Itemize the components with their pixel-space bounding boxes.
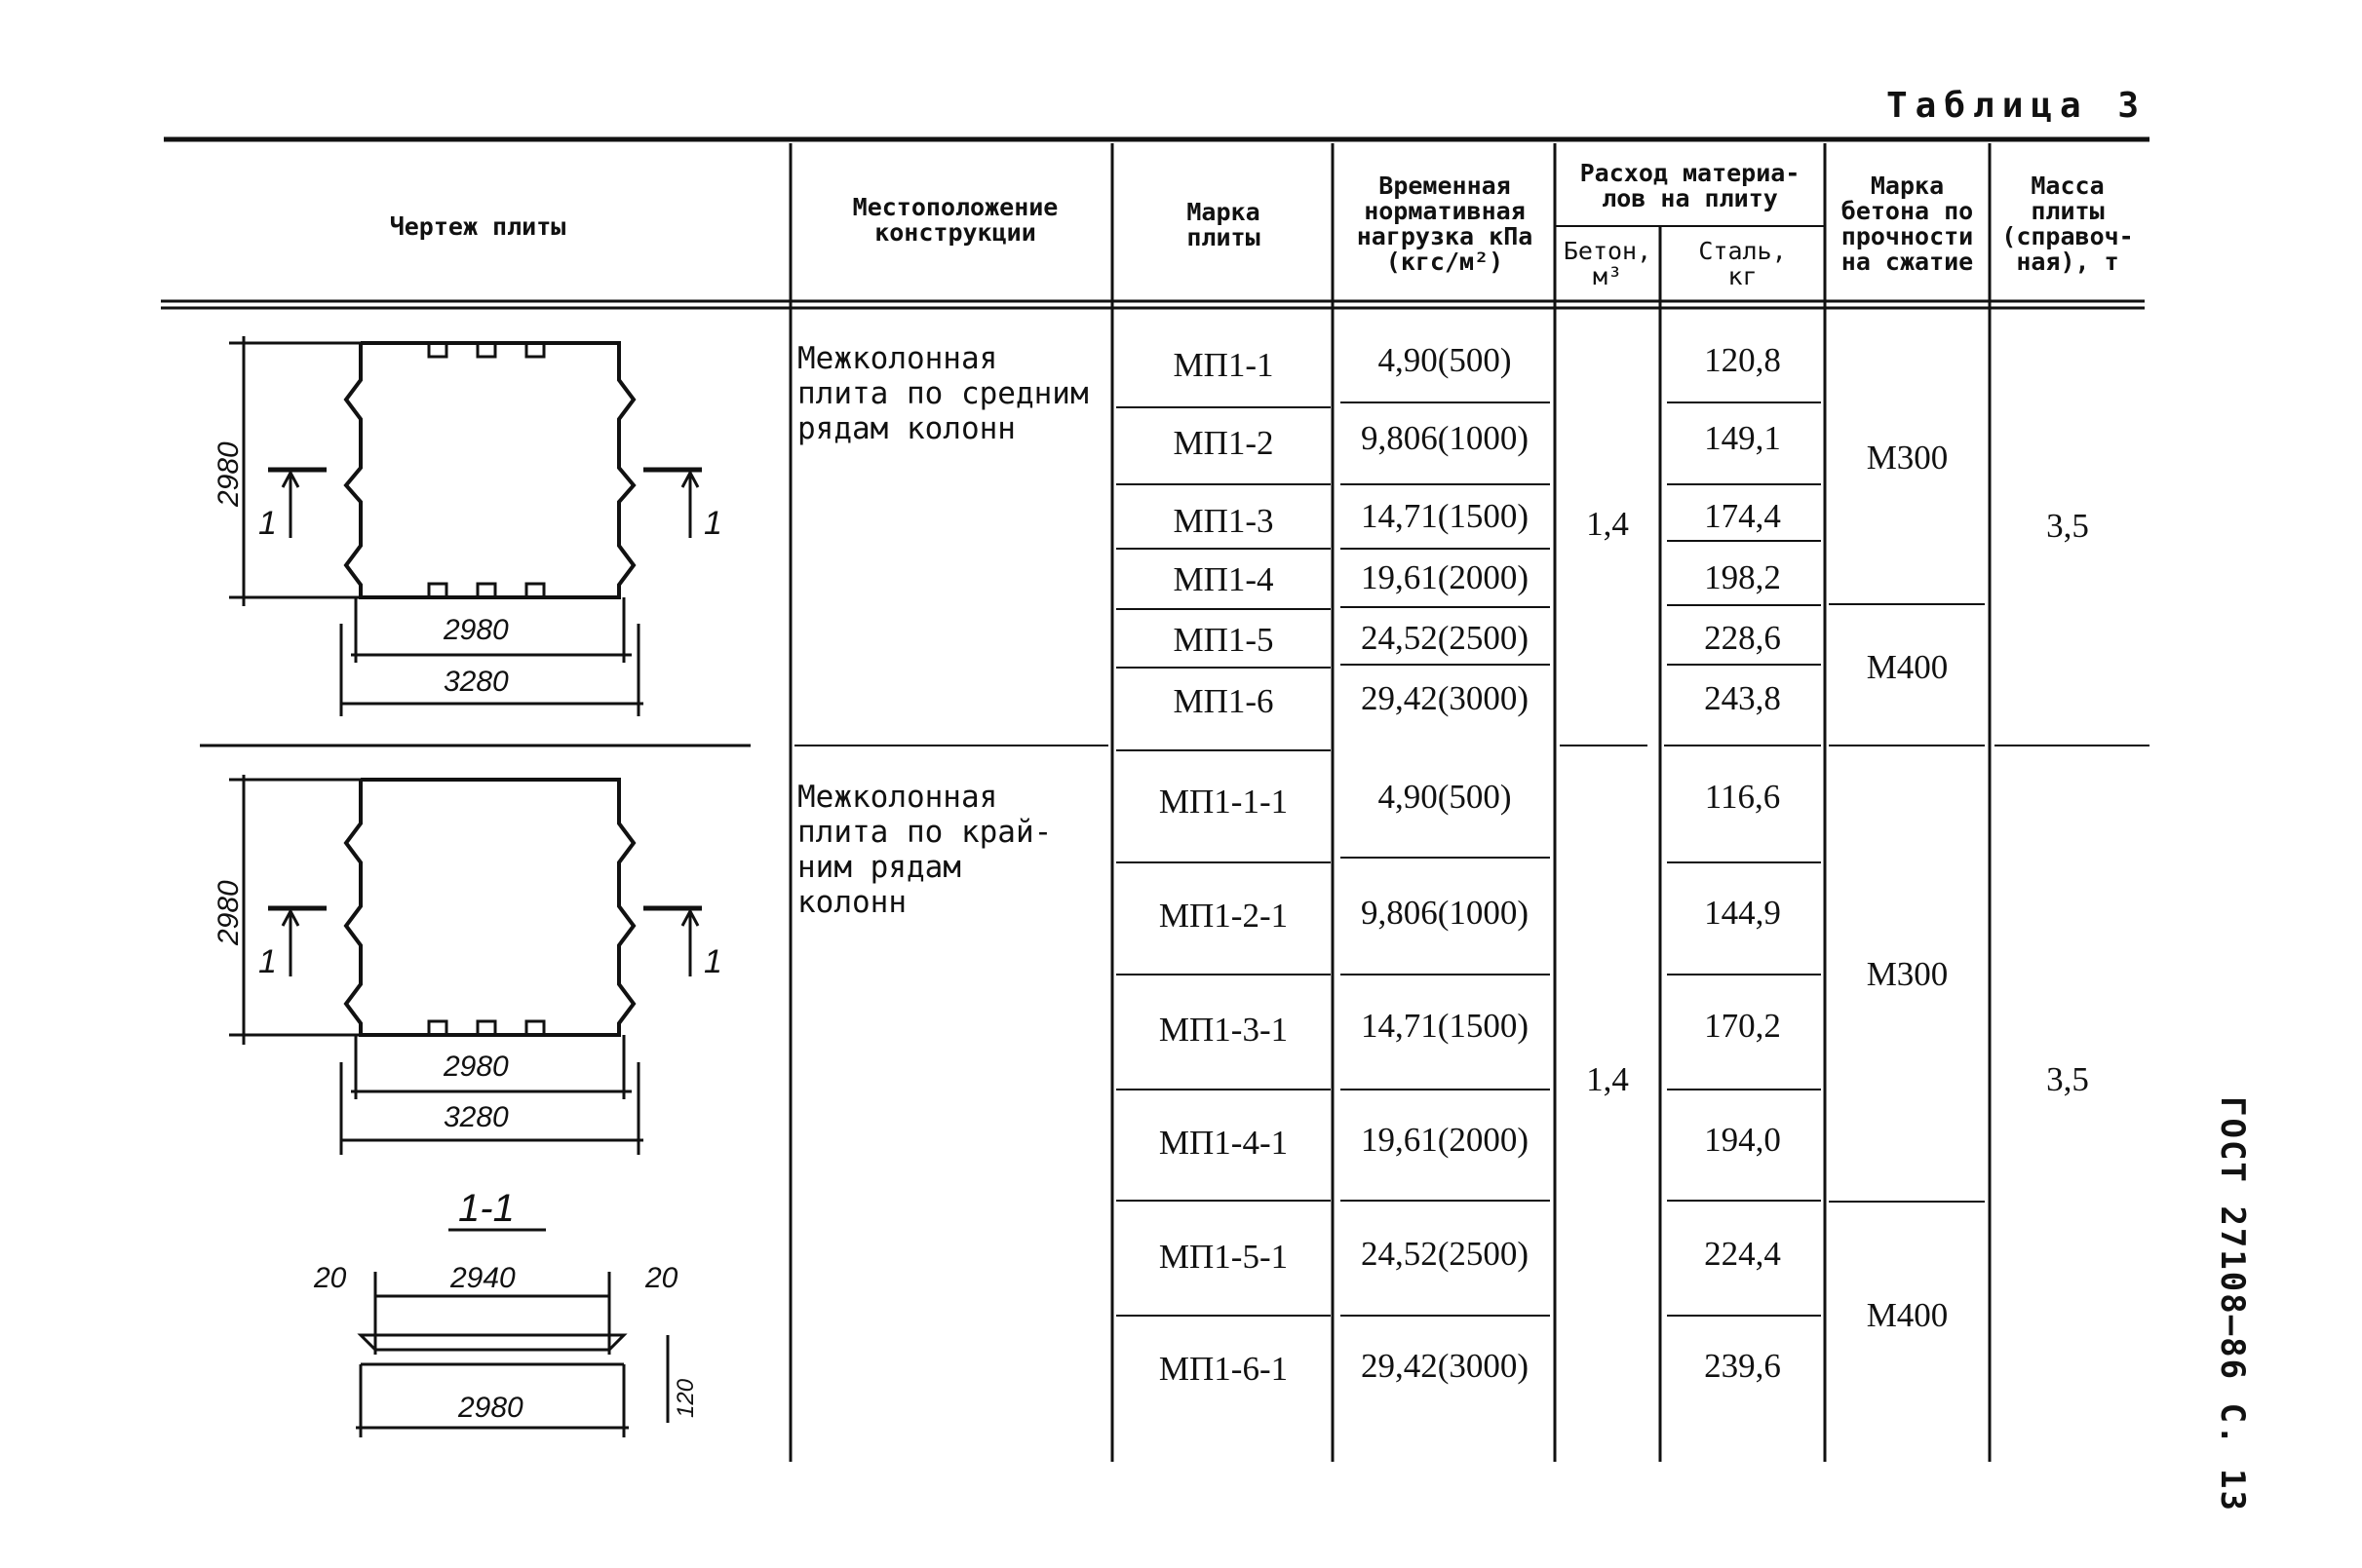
dim-outer-label-2: 3280	[444, 1101, 509, 1133]
header-mark: Марка плиты	[1186, 198, 1260, 251]
header-steel: Сталь, кг	[1698, 237, 1787, 290]
dim-height-label-1: 2980	[213, 441, 245, 507]
g2-mark-4: МП1-4-1	[1158, 1124, 1289, 1162]
g1-mark-5: МП1-5	[1173, 621, 1274, 659]
g1-mark-3: МП1-3	[1173, 502, 1274, 540]
g1-load-4: 19,61(2000)	[1360, 558, 1529, 596]
section-top-dim: 2940	[450, 1262, 516, 1294]
table-title: Таблица 3	[1886, 86, 2148, 126]
g1-steel-1: 120,8	[1704, 341, 1781, 379]
g1-load-6: 29,42(3000)	[1360, 679, 1529, 717]
g2-steel-2: 144,9	[1704, 894, 1781, 932]
g1-steel-3: 174,4	[1704, 497, 1781, 535]
header-drawing: Чертеж плиты	[389, 212, 566, 241]
section-mark-left-1: 1	[258, 505, 277, 542]
g2-load-2: 9,806(1000)	[1360, 894, 1529, 932]
g1-mass: 3,5	[2046, 507, 2089, 545]
g2-mark-1: МП1-1-1	[1158, 783, 1289, 821]
g2-load-1: 4,90(500)	[1377, 778, 1512, 816]
g2-mark-6: МП1-6-1	[1158, 1350, 1289, 1388]
g1-mark-6: МП1-6	[1173, 682, 1274, 720]
g2-load-4: 19,61(2000)	[1360, 1121, 1529, 1159]
section-bottom-dim: 2980	[458, 1392, 523, 1424]
g2-grade-2: М400	[1866, 1296, 1949, 1334]
g2-load-5: 24,52(2500)	[1360, 1235, 1529, 1273]
section-title: 1-1	[458, 1187, 515, 1230]
g2-load-6: 29,42(3000)	[1360, 1347, 1529, 1385]
g2-concrete: 1,4	[1586, 1060, 1629, 1098]
g1-load-5: 24,52(2500)	[1360, 619, 1529, 657]
dim-height-label-2: 2980	[213, 880, 245, 945]
header-location: Местоположение конструкции	[852, 193, 1059, 247]
g2-mark-3: МП1-3-1	[1158, 1011, 1289, 1049]
g2-grade-1: М300	[1866, 955, 1949, 993]
g1-load-1: 4,90(500)	[1377, 341, 1512, 379]
g2-steel-5: 224,4	[1704, 1235, 1781, 1273]
header-consumption: Расход материа- лов на плиту	[1579, 159, 1801, 212]
group2-location: Межколонная плита по край- ним рядам колонн	[797, 780, 1053, 920]
g1-mark-2: МП1-2	[1173, 424, 1274, 462]
g1-concrete: 1,4	[1586, 505, 1629, 543]
section-left-dim: 20	[314, 1262, 347, 1294]
g2-steel-1: 116,6	[1704, 778, 1781, 816]
section-mark-left-2: 1	[258, 943, 277, 980]
header-load: Временная нормативная нагрузка кПа (кгс/м²)	[1356, 172, 1533, 276]
group1-location: Межколонная плита по средним рядам колонн	[797, 341, 1089, 446]
g1-steel-4: 198,2	[1704, 558, 1781, 596]
g2-steel-4: 194,0	[1704, 1121, 1781, 1159]
g2-mass: 3,5	[2046, 1060, 2089, 1098]
section-height-dim: 120	[673, 1378, 699, 1418]
dim-outer-label-1: 3280	[444, 666, 509, 698]
g1-grade-2: М400	[1866, 648, 1949, 686]
section-mark-right-1: 1	[704, 505, 722, 542]
g2-steel-6: 239,6	[1704, 1347, 1781, 1385]
dim-inner-label-1: 2980	[444, 614, 509, 646]
header-concrete-grade: Марка бетона по прочности на сжатие	[1840, 172, 1974, 276]
g1-load-3: 14,71(1500)	[1360, 497, 1529, 535]
header-mass: Масса плиты (справоч- ная), т	[2001, 172, 2134, 276]
slab-plan-1	[229, 336, 702, 716]
dim-inner-label-2: 2980	[444, 1051, 509, 1083]
g2-load-3: 14,71(1500)	[1360, 1007, 1529, 1045]
g2-mark-2: МП1-2-1	[1158, 897, 1289, 935]
g1-steel-2: 149,1	[1704, 419, 1781, 457]
g1-grade-1: М300	[1866, 439, 1949, 477]
g1-mark-1: МП1-1	[1173, 346, 1274, 384]
g2-steel-3: 170,2	[1704, 1007, 1781, 1045]
g1-load-2: 9,806(1000)	[1360, 419, 1529, 457]
g2-mark-5: МП1-5-1	[1158, 1238, 1289, 1276]
g1-steel-5: 228,6	[1704, 619, 1781, 657]
header-concrete: Бетон, м³	[1563, 237, 1652, 290]
section-right-dim: 20	[645, 1262, 678, 1294]
g1-steel-6: 243,8	[1704, 679, 1781, 717]
side-page-label: ГОСТ 27108—86 С. 13	[2213, 1096, 2252, 1512]
slab-plan-2	[229, 775, 702, 1155]
section-mark-right-2: 1	[704, 943, 722, 980]
g1-mark-4: МП1-4	[1173, 560, 1274, 598]
